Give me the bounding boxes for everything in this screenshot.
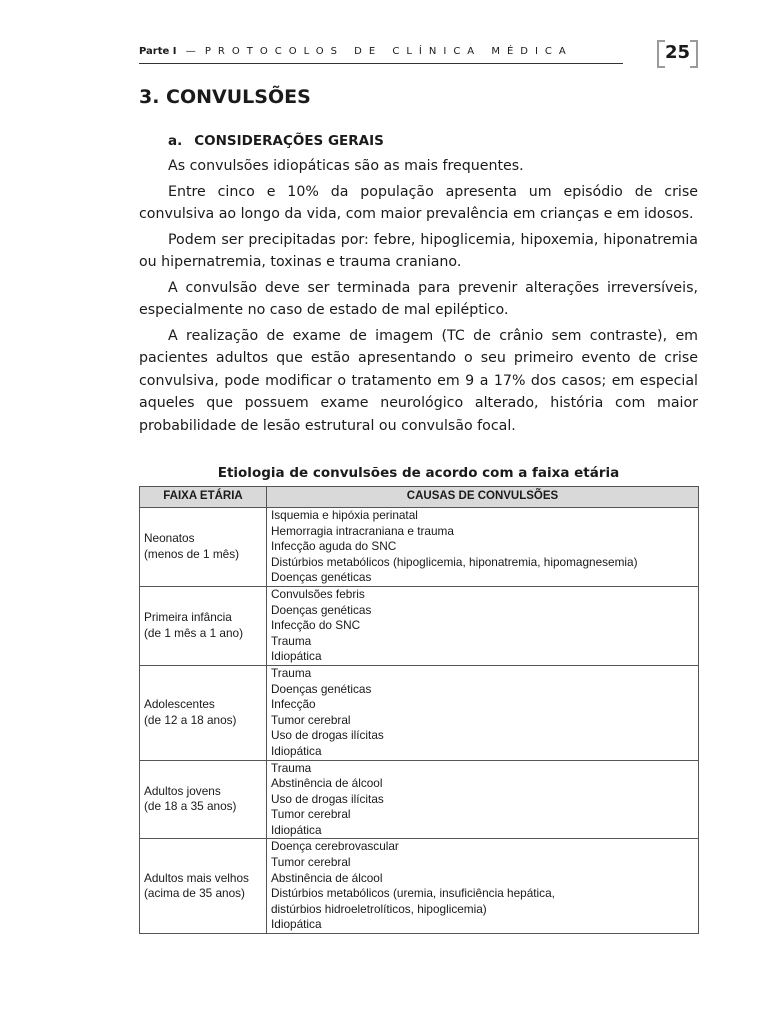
table-row — [140, 665, 699, 760]
cause-item: Hemorragia intracraniana e trauma — [271, 523, 454, 538]
paragraph: Entre cinco e 10% da população apresenta um episódio de crise convulsiva ao longo da vida, com maior prevalência em crianças e em idosos. — [139, 183, 698, 222]
causes-cell — [267, 586, 699, 665]
column-header-age: FAIXA ETÁRIA — [140, 487, 267, 508]
cause-item: Uso de drogas ilícitas — [271, 728, 384, 743]
header-part: Parte I — [139, 46, 177, 57]
cause-item: Trauma — [271, 760, 312, 775]
cause-item: Tumor cerebral — [271, 855, 351, 870]
cause-item: Abstinência de álcool — [271, 776, 383, 791]
table-header-row — [140, 487, 699, 508]
age-group-label: Adultos mais velhos — [144, 870, 249, 885]
cause-item: Doenças genéticas — [271, 681, 372, 696]
etiology-table — [139, 486, 699, 934]
paragraph: As convulsões idiopáticas são as mais frequentes. — [168, 158, 524, 174]
age-range-label: (de 1 mês a 1 ano) — [144, 625, 244, 640]
age-group-label: Adolescentes — [144, 697, 215, 712]
age-range-label: (de 18 a 35 anos) — [144, 799, 237, 814]
cause-item: Trauma — [271, 633, 312, 648]
subsection-heading — [168, 133, 384, 149]
paragraph: Podem ser precipitadas por: febre, hipoglicemia, hipoxemia, hiponatremia ou hipernatremia, toxinas e trauma craniano. — [139, 231, 698, 270]
age-group-cell — [140, 508, 267, 587]
subsection-letter: a. — [168, 133, 183, 149]
body-text — [139, 155, 698, 440]
cause-item: distúrbios hidroeletrolíticos, hipoglicemia) — [271, 901, 487, 916]
causes-cell — [267, 508, 699, 587]
cause-item: Tumor cerebral — [271, 712, 351, 727]
cause-item: Convulsões febris — [271, 586, 365, 601]
table-row — [140, 760, 699, 839]
causes-cell — [267, 665, 699, 760]
cause-item: Tumor cerebral — [271, 807, 351, 822]
age-group-cell — [140, 760, 267, 839]
column-header-causes: CAUSAS DE CONVULSÕES — [267, 487, 699, 508]
paragraph: A convulsão deve ser terminada para prevenir alterações irreversíveis, especialmente no caso de estado de mal epiléptico. — [139, 279, 698, 318]
table-row — [140, 839, 699, 934]
cause-item: Uso de drogas ilícitas — [271, 791, 384, 806]
subsection-title: CONSIDERAÇÕES GERAIS — [194, 133, 384, 149]
table-row — [140, 508, 699, 587]
causes-cell — [267, 760, 699, 839]
cause-item: Infecção — [271, 697, 316, 712]
causes-cell — [267, 839, 699, 934]
cause-item: Doenças genéticas — [271, 570, 372, 585]
table-body — [140, 508, 699, 934]
cause-item: Abstinência de álcool — [271, 870, 383, 885]
page-number: 25 — [661, 40, 694, 66]
cause-item: Doença cerebrovascular — [271, 839, 399, 854]
chapter-title: 3. CONVULSÕES — [139, 86, 311, 108]
cause-item: Distúrbios metabólicos (uremia, insuficiência hepática, — [271, 886, 555, 901]
age-range-label: (de 12 a 18 anos) — [144, 712, 237, 727]
age-group-cell — [140, 586, 267, 665]
cause-item: Idiopática — [271, 917, 322, 932]
age-group-cell — [140, 839, 267, 934]
cause-item: Idiopática — [271, 822, 322, 837]
cause-item: Distúrbios metabólicos (hipoglicemia, hiponatremia, hipomagnesemia) — [271, 554, 638, 569]
header-section: PROTOCOLOS DE CLÍNICA MÉDICA — [204, 46, 573, 57]
header-dash: — — [185, 46, 196, 57]
table-row — [140, 586, 699, 665]
cause-item: Infecção do SNC — [271, 618, 361, 633]
running-header — [139, 46, 623, 64]
age-range-label: (acima de 35 anos) — [144, 886, 245, 901]
cause-item: Isquemia e hipóxia perinatal — [271, 508, 418, 522]
age-range-label: (menos de 1 mês) — [144, 546, 240, 561]
age-group-label: Primeira infância — [144, 610, 232, 625]
cause-item: Doenças genéticas — [271, 602, 372, 617]
age-group-label: Adultos jovens — [144, 783, 221, 798]
table-caption: Etiologia de convulsões de acordo com a faixa etária — [217, 465, 620, 481]
cause-item: Idiopática — [271, 743, 322, 758]
cause-item: Idiopática — [271, 649, 322, 664]
cause-item: Trauma — [271, 665, 312, 680]
age-group-cell — [140, 665, 267, 760]
paragraph: A realização de exame de imagem (TC de crânio sem contraste), em pacientes adultos que estão apresentando o seu primeiro evento de crise convulsiva, pode modificar o tratamento em 9 a 17% dos casos; em especial aqueles que possuem exame neurológico alterado, história com maior probabilidade de lesão estrutural ou convulsão focal. — [139, 327, 698, 434]
cause-item: Infecção aguda do SNC — [271, 539, 397, 554]
age-group-label: Neonatos — [144, 531, 195, 546]
